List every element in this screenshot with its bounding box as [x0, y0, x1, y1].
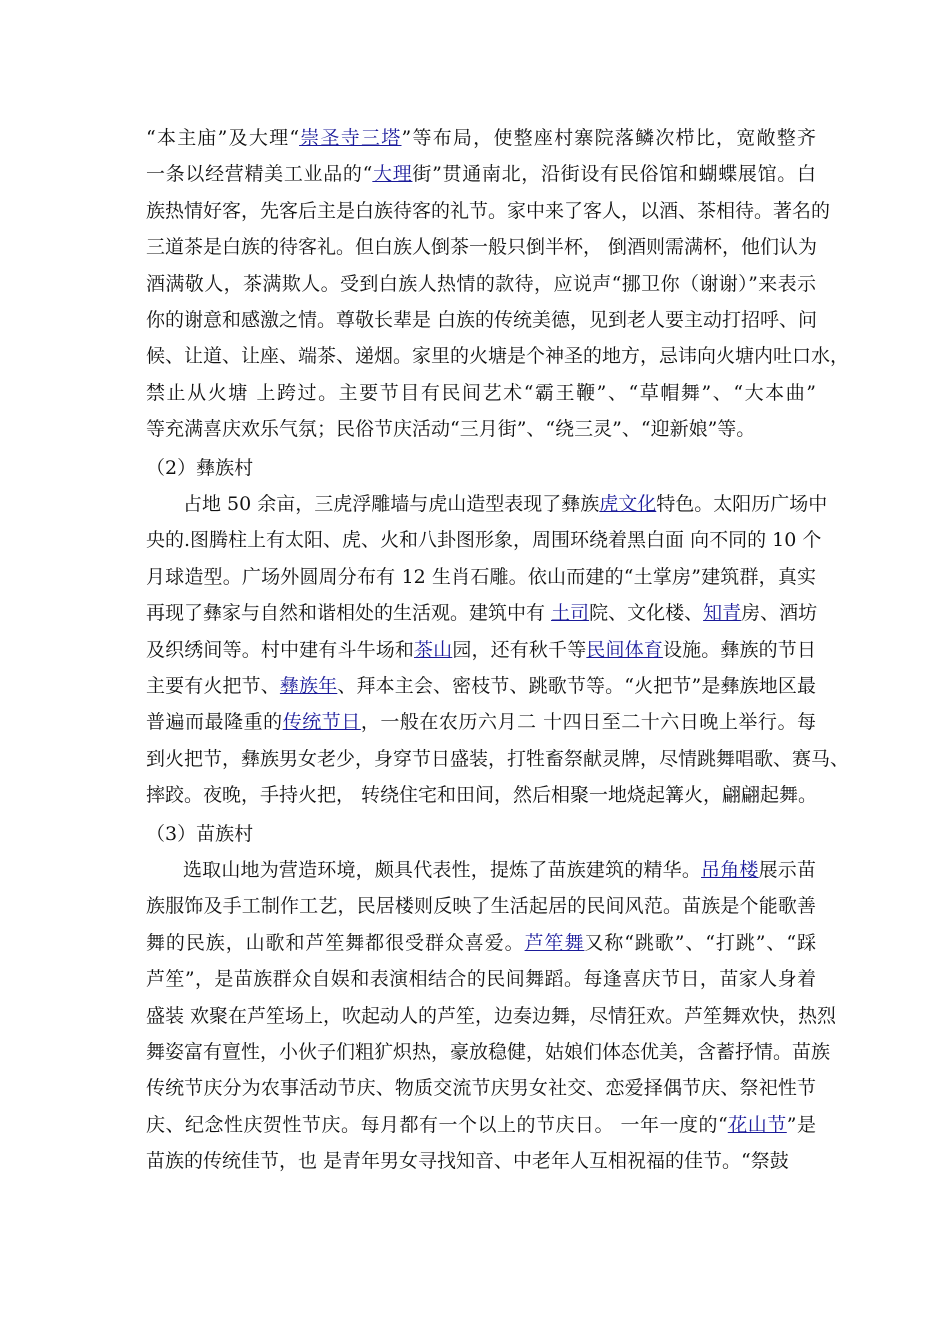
- text-run: 房、酒坊: [741, 602, 818, 625]
- text-line: [146, 1144, 816, 1178]
- text-run: 又称“跳歌”、“打跳”、“踩: [584, 931, 816, 954]
- text-run: 展示苗: [758, 859, 816, 881]
- text-line: [146, 157, 816, 191]
- text-run: 芦笙”，是苗族群众自娱和表演相结合的民间舞蹈。每逢喜庆节日，苗家人身着: [146, 968, 816, 991]
- text-line: [146, 596, 816, 630]
- text-line: [146, 889, 816, 923]
- text-run: 街”贯通南北，沿街设有民俗馆和蝴蝶展馆。白: [412, 163, 816, 186]
- text-run: 庆、纪念性庆贺性节庆。每月都有一个以上的节庆日。 一年一度的“: [146, 1113, 728, 1136]
- text-line: [146, 1035, 831, 1069]
- text-line: [146, 633, 816, 667]
- text-run: 园，还有秋千等: [452, 638, 587, 661]
- hyperlink[interactable]: 知青: [703, 602, 742, 625]
- text-run: 及织绣间等。村中建有斗牛场和: [146, 638, 415, 661]
- section-heading-yi-village: （2）彝族村: [146, 457, 254, 479]
- hyperlink[interactable]: 土司: [551, 602, 590, 625]
- hyperlink[interactable]: 芦笙舞: [524, 931, 585, 954]
- text-run: 再现了彝家与自然和谐相处的生活观。建筑中有: [146, 602, 552, 625]
- hyperlink[interactable]: 大理: [372, 163, 413, 186]
- text-run: 族服饰及手工制作工艺，民居楼则反映了生活起居的民间风范。苗族是个能歌善: [146, 895, 816, 918]
- text-run: 主要有火把节、: [146, 675, 280, 697]
- hyperlink[interactable]: 传统节日: [282, 711, 361, 734]
- hyperlink[interactable]: 茶山: [414, 638, 453, 661]
- text-run: ，一般在农历六月二 十四日至二十六日晚上举行。每: [360, 711, 816, 734]
- text-run: 舞的民族，山歌和芦笙舞都很受群众喜爱。: [146, 931, 525, 954]
- text-line: [146, 1071, 816, 1105]
- text-run: 占地 50 余亩，三虎浮雕墙与虎山造型表现了彝族: [183, 493, 600, 515]
- text-run: 传统节庆分为农事活动节庆、物质交流节庆男女社交、恋爱择偶节庆、祭祀性节: [146, 1077, 816, 1100]
- hyperlink[interactable]: 彝族年: [279, 675, 338, 697]
- text-line: [146, 962, 816, 996]
- text-line: [146, 267, 816, 301]
- hyperlink[interactable]: 花山节: [727, 1113, 787, 1136]
- text-run: 酒满敬人，茶满欺人。受到白族人热情的款待，应说声“挪卫你（谢谢）”来表示: [146, 272, 816, 295]
- text-line: [146, 523, 822, 557]
- text-run: 到火把节，彝族男女老少，身穿节日盛装，打牲畜祭献灵牌，尽情跳舞唱歌、赛马、: [146, 747, 850, 770]
- text-line: [146, 1108, 816, 1142]
- text-run: ”等布局，使整座村寨院落鳞次栉比，宽敞整齐: [401, 127, 816, 149]
- text-line: [146, 742, 850, 776]
- text-line: [146, 926, 816, 960]
- text-run: 你的谢意和感激之情。尊敬长辈是 白族的传统美德，见到老人要主动打招呼、问: [146, 309, 818, 331]
- section-heading-miao-village: （3）苗族村: [146, 823, 254, 845]
- text-run: 盛装 欢聚在芦笙场上，吹起动人的芦笙，边奏边舞，尽情狂欢。芦笙舞欢快，热烈: [146, 1004, 837, 1027]
- text-run: 央的.图腾柱上有太阳、虎、火和八卦图形象，周围环绕着黑白面 向不同的 10 个: [146, 529, 822, 552]
- hyperlink[interactable]: 吊角楼: [701, 859, 759, 881]
- text-run: 候、让道、让座、端茶、递烟。家里的火塘是个神圣的地方，忌讳向火塘内吐口水，: [146, 345, 850, 368]
- text-line: [183, 487, 828, 521]
- text-run: “本主庙”及大理“: [146, 127, 300, 149]
- text-run: ”是: [786, 1113, 816, 1136]
- text-run: 设施。彝族的节日: [662, 638, 816, 661]
- text-run: 院、文化楼、: [589, 602, 704, 625]
- text-run: 三道茶是白族的待客礼。但白族人倒茶一般只倒半杯， 倒酒则需满杯，他们认为: [146, 236, 818, 259]
- text-run: 族热情好客，先客后主是白族待客的礼节。家中来了客人，以酒、茶相待。著名的: [146, 199, 831, 222]
- text-line: [146, 303, 816, 337]
- text-run: 苗族的传统佳节，也 是青年男女寻找知音、中老年人互相祝福的佳节。“祭鼓: [146, 1150, 789, 1173]
- text-line: [183, 853, 816, 887]
- text-run: 月球造型。广场外圆周分布有 12 生肖石雕。依山而建的“土掌房”建筑群，真实: [146, 565, 816, 588]
- text-line: [146, 560, 816, 594]
- text-line: [146, 194, 831, 228]
- text-run: 禁止从火塘 上跨过。主要节目有民间艺术“霸王鞭”、“草帽舞”、“大本曲”: [146, 381, 816, 404]
- text-run: 、拜本主会、密枝节、跳歌节等。“火把节”是彝族地区最: [337, 675, 816, 697]
- text-line: [146, 669, 816, 703]
- text-run: 普遍而最隆重的: [146, 711, 283, 734]
- text-line: [146, 778, 816, 812]
- text-line: [146, 412, 816, 446]
- text-line: [146, 376, 816, 410]
- hyperlink[interactable]: 虎文化: [599, 493, 657, 515]
- text-run: 舞姿富有亶性，小伙子们粗犷炽热，豪放稳健，姑娘们体态优美，含蓄抒情。苗族: [146, 1041, 831, 1063]
- text-run: 等充满喜庆欢乐气氛；民俗节庆活动“三月街”、“绕三灵”、“迎新娘”等。: [146, 418, 756, 441]
- text-run: 摔跤。夜晚，手持火把， 转绕住宅和田间，然后相聚一地烧起篝火，翩翩起舞。: [146, 784, 818, 807]
- text-line: [146, 999, 837, 1033]
- text-run: 特色。太阳历广场中: [656, 493, 828, 515]
- hyperlink[interactable]: 民间体育: [586, 638, 663, 661]
- text-run: 选取山地为营造环境，颇具代表性，提炼了苗族建筑的精华。: [183, 859, 702, 881]
- text-line: [146, 230, 816, 264]
- text-line: [146, 121, 816, 155]
- text-line: [146, 339, 850, 373]
- text-run: 一条以经营精美工业品的“: [146, 163, 373, 186]
- hyperlink[interactable]: 崇圣寺三塔: [299, 127, 402, 149]
- text-line: [146, 705, 816, 739]
